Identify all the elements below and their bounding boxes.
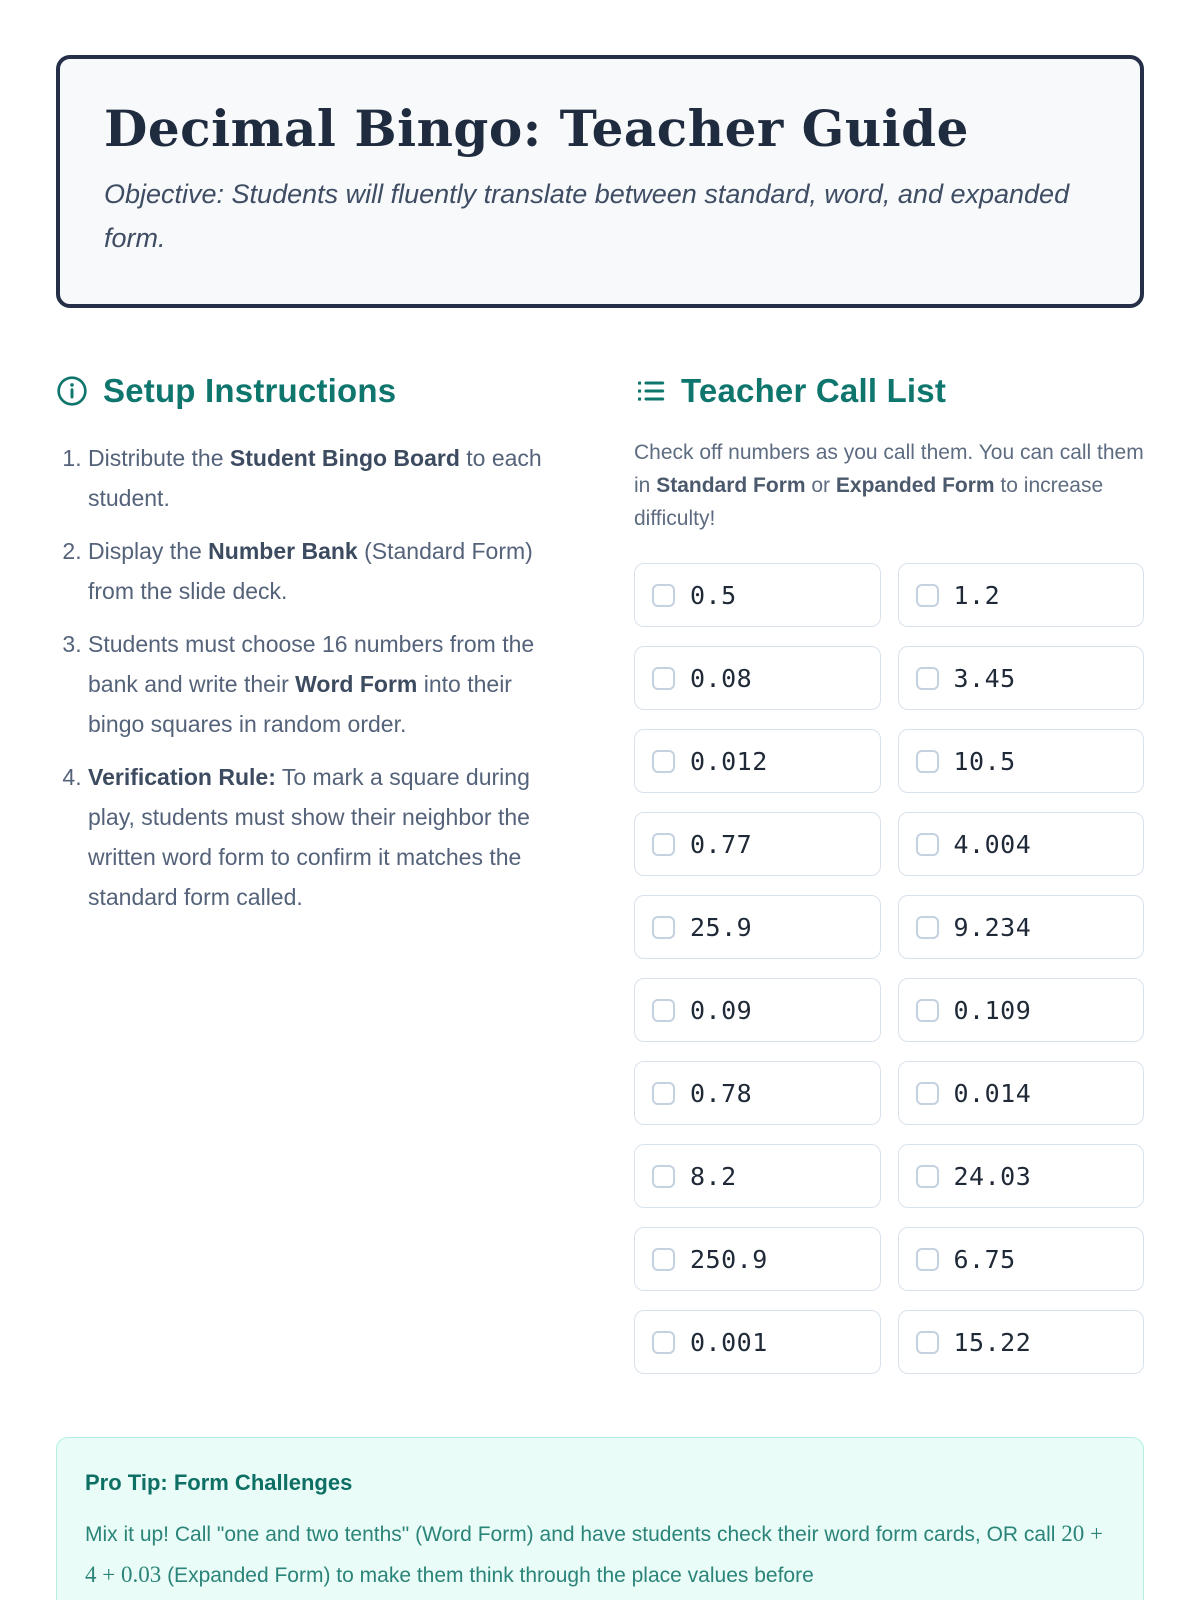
checkbox[interactable]	[652, 750, 675, 773]
checkbox[interactable]	[916, 1082, 939, 1105]
pro-tip-card	[56, 1437, 1144, 1600]
call-item[interactable]	[634, 1310, 881, 1374]
call-item[interactable]	[634, 1227, 881, 1291]
call-item[interactable]	[634, 646, 881, 710]
setup-step-4	[88, 757, 556, 917]
objective-text: Objective: Students will fluently translate between standard, word, and expanded form.	[104, 179, 1070, 253]
checkbox[interactable]	[652, 833, 675, 856]
step-text: (Standard Form) from the slide deck.	[88, 538, 533, 604]
call-number: 0.014	[953, 1078, 1032, 1108]
checkbox[interactable]	[652, 1082, 675, 1105]
setup-section	[56, 372, 598, 1374]
pro-tip-body	[85, 1514, 1115, 1596]
call-number: 4.004	[953, 829, 1032, 859]
call-number: 0.109	[953, 995, 1032, 1025]
call-item[interactable]	[898, 812, 1145, 876]
call-number: 25.9	[690, 912, 753, 942]
call-list-heading-row	[634, 372, 1144, 410]
page-title: Decimal Bingo: Teacher Guide	[104, 99, 969, 158]
call-number: 0.012	[690, 746, 768, 776]
pro-tip-text: Mix it up! Call "one and two tenths" (Word Form) and have students check their word form cards, OR call	[85, 1523, 1062, 1546]
step-text: Display the	[88, 538, 209, 564]
call-item[interactable]	[898, 646, 1145, 710]
intro-bold-standard-form: Standard Form	[656, 474, 806, 497]
call-number: 250.9	[690, 1244, 768, 1274]
call-item[interactable]	[898, 978, 1145, 1042]
page	[0, 55, 1200, 1600]
call-number: 0.09	[690, 995, 753, 1025]
setup-list	[56, 438, 556, 917]
call-item[interactable]	[634, 563, 881, 627]
list-icon	[634, 375, 666, 407]
call-number: 10.5	[953, 746, 1016, 776]
call-number: 0.001	[690, 1327, 768, 1357]
call-list-section	[634, 372, 1144, 1374]
call-number: 0.78	[690, 1078, 753, 1108]
call-item[interactable]	[898, 1310, 1145, 1374]
checkbox[interactable]	[916, 584, 939, 607]
step-bold-text: Student Bingo Board	[229, 445, 460, 471]
setup-step-2	[88, 531, 556, 611]
call-item[interactable]	[634, 812, 881, 876]
call-number: 8.2	[690, 1161, 737, 1191]
call-item[interactable]	[634, 729, 881, 793]
step-text: to each student.	[88, 445, 542, 511]
setup-heading-row	[56, 372, 578, 410]
checkbox[interactable]	[916, 916, 939, 939]
checkbox[interactable]	[916, 1165, 939, 1188]
call-number: 15.22	[953, 1327, 1032, 1357]
call-item[interactable]	[898, 563, 1145, 627]
step-text: into their bingo squares in random order.	[88, 671, 512, 737]
intro-text: or	[805, 474, 836, 497]
checkbox[interactable]	[916, 750, 939, 773]
call-item[interactable]	[898, 1144, 1145, 1208]
checkbox[interactable]	[652, 1331, 675, 1354]
call-number: 24.03	[953, 1161, 1032, 1191]
checkbox[interactable]	[652, 584, 675, 607]
checkbox[interactable]	[916, 667, 939, 690]
setup-step-1	[88, 438, 556, 518]
call-item[interactable]	[898, 1227, 1145, 1291]
step-text: Students must choose 16 numbers from the bank and write their	[88, 631, 535, 697]
call-item[interactable]	[634, 1061, 881, 1125]
call-list-intro	[634, 436, 1144, 535]
checkbox[interactable]	[652, 999, 675, 1022]
step-text: To mark a square during play, students must show their neighbor the written word form to confirm it matches the standard form called.	[88, 764, 530, 910]
setup-step-3	[88, 624, 556, 744]
call-number: 6.75	[953, 1244, 1016, 1274]
pro-tip-text: (Expanded Form) to make them think through the place values before	[161, 1564, 814, 1587]
call-item[interactable]	[898, 729, 1145, 793]
checkbox[interactable]	[652, 667, 675, 690]
call-number: 0.77	[690, 829, 753, 859]
call-number: 0.08	[690, 663, 753, 693]
math-expression: 20 + 4 + 0.03	[85, 1521, 1103, 1587]
intro-bold-expanded-form: Expanded Form	[835, 474, 995, 497]
info-circle-icon	[56, 375, 88, 407]
step-bold-text: Word Form	[295, 671, 418, 697]
checkbox[interactable]	[916, 999, 939, 1022]
call-item[interactable]	[898, 1061, 1145, 1125]
call-item[interactable]	[898, 895, 1145, 959]
setup-heading: Setup Instructions	[103, 372, 397, 409]
checkbox[interactable]	[652, 1248, 675, 1271]
pro-tip-title: Pro Tip: Form Challenges	[85, 1470, 353, 1495]
call-number: 3.45	[953, 663, 1016, 693]
checkbox[interactable]	[916, 1331, 939, 1354]
call-number: 1.2	[953, 580, 1001, 610]
call-list-heading: Teacher Call List	[681, 372, 947, 409]
step-bold-text: Number Bank	[208, 538, 358, 564]
call-number: 9.234	[953, 912, 1032, 942]
checkbox[interactable]	[652, 1165, 675, 1188]
call-item[interactable]	[634, 978, 881, 1042]
call-item[interactable]	[634, 895, 881, 959]
step-bold-text: Verification Rule:	[88, 764, 276, 790]
checkbox[interactable]	[916, 833, 939, 856]
step-text: Distribute the	[88, 445, 230, 471]
call-item[interactable]	[634, 1144, 881, 1208]
checkbox[interactable]	[916, 1248, 939, 1271]
intro-text: Check off numbers as you call them. You can call them in	[634, 441, 1144, 497]
checkbox[interactable]	[652, 916, 675, 939]
content-columns	[56, 372, 1144, 1374]
header-card	[56, 55, 1144, 308]
call-number: 0.5	[690, 580, 737, 610]
intro-text: to increase difficulty!	[634, 474, 1104, 530]
call-grid	[634, 563, 1144, 1374]
